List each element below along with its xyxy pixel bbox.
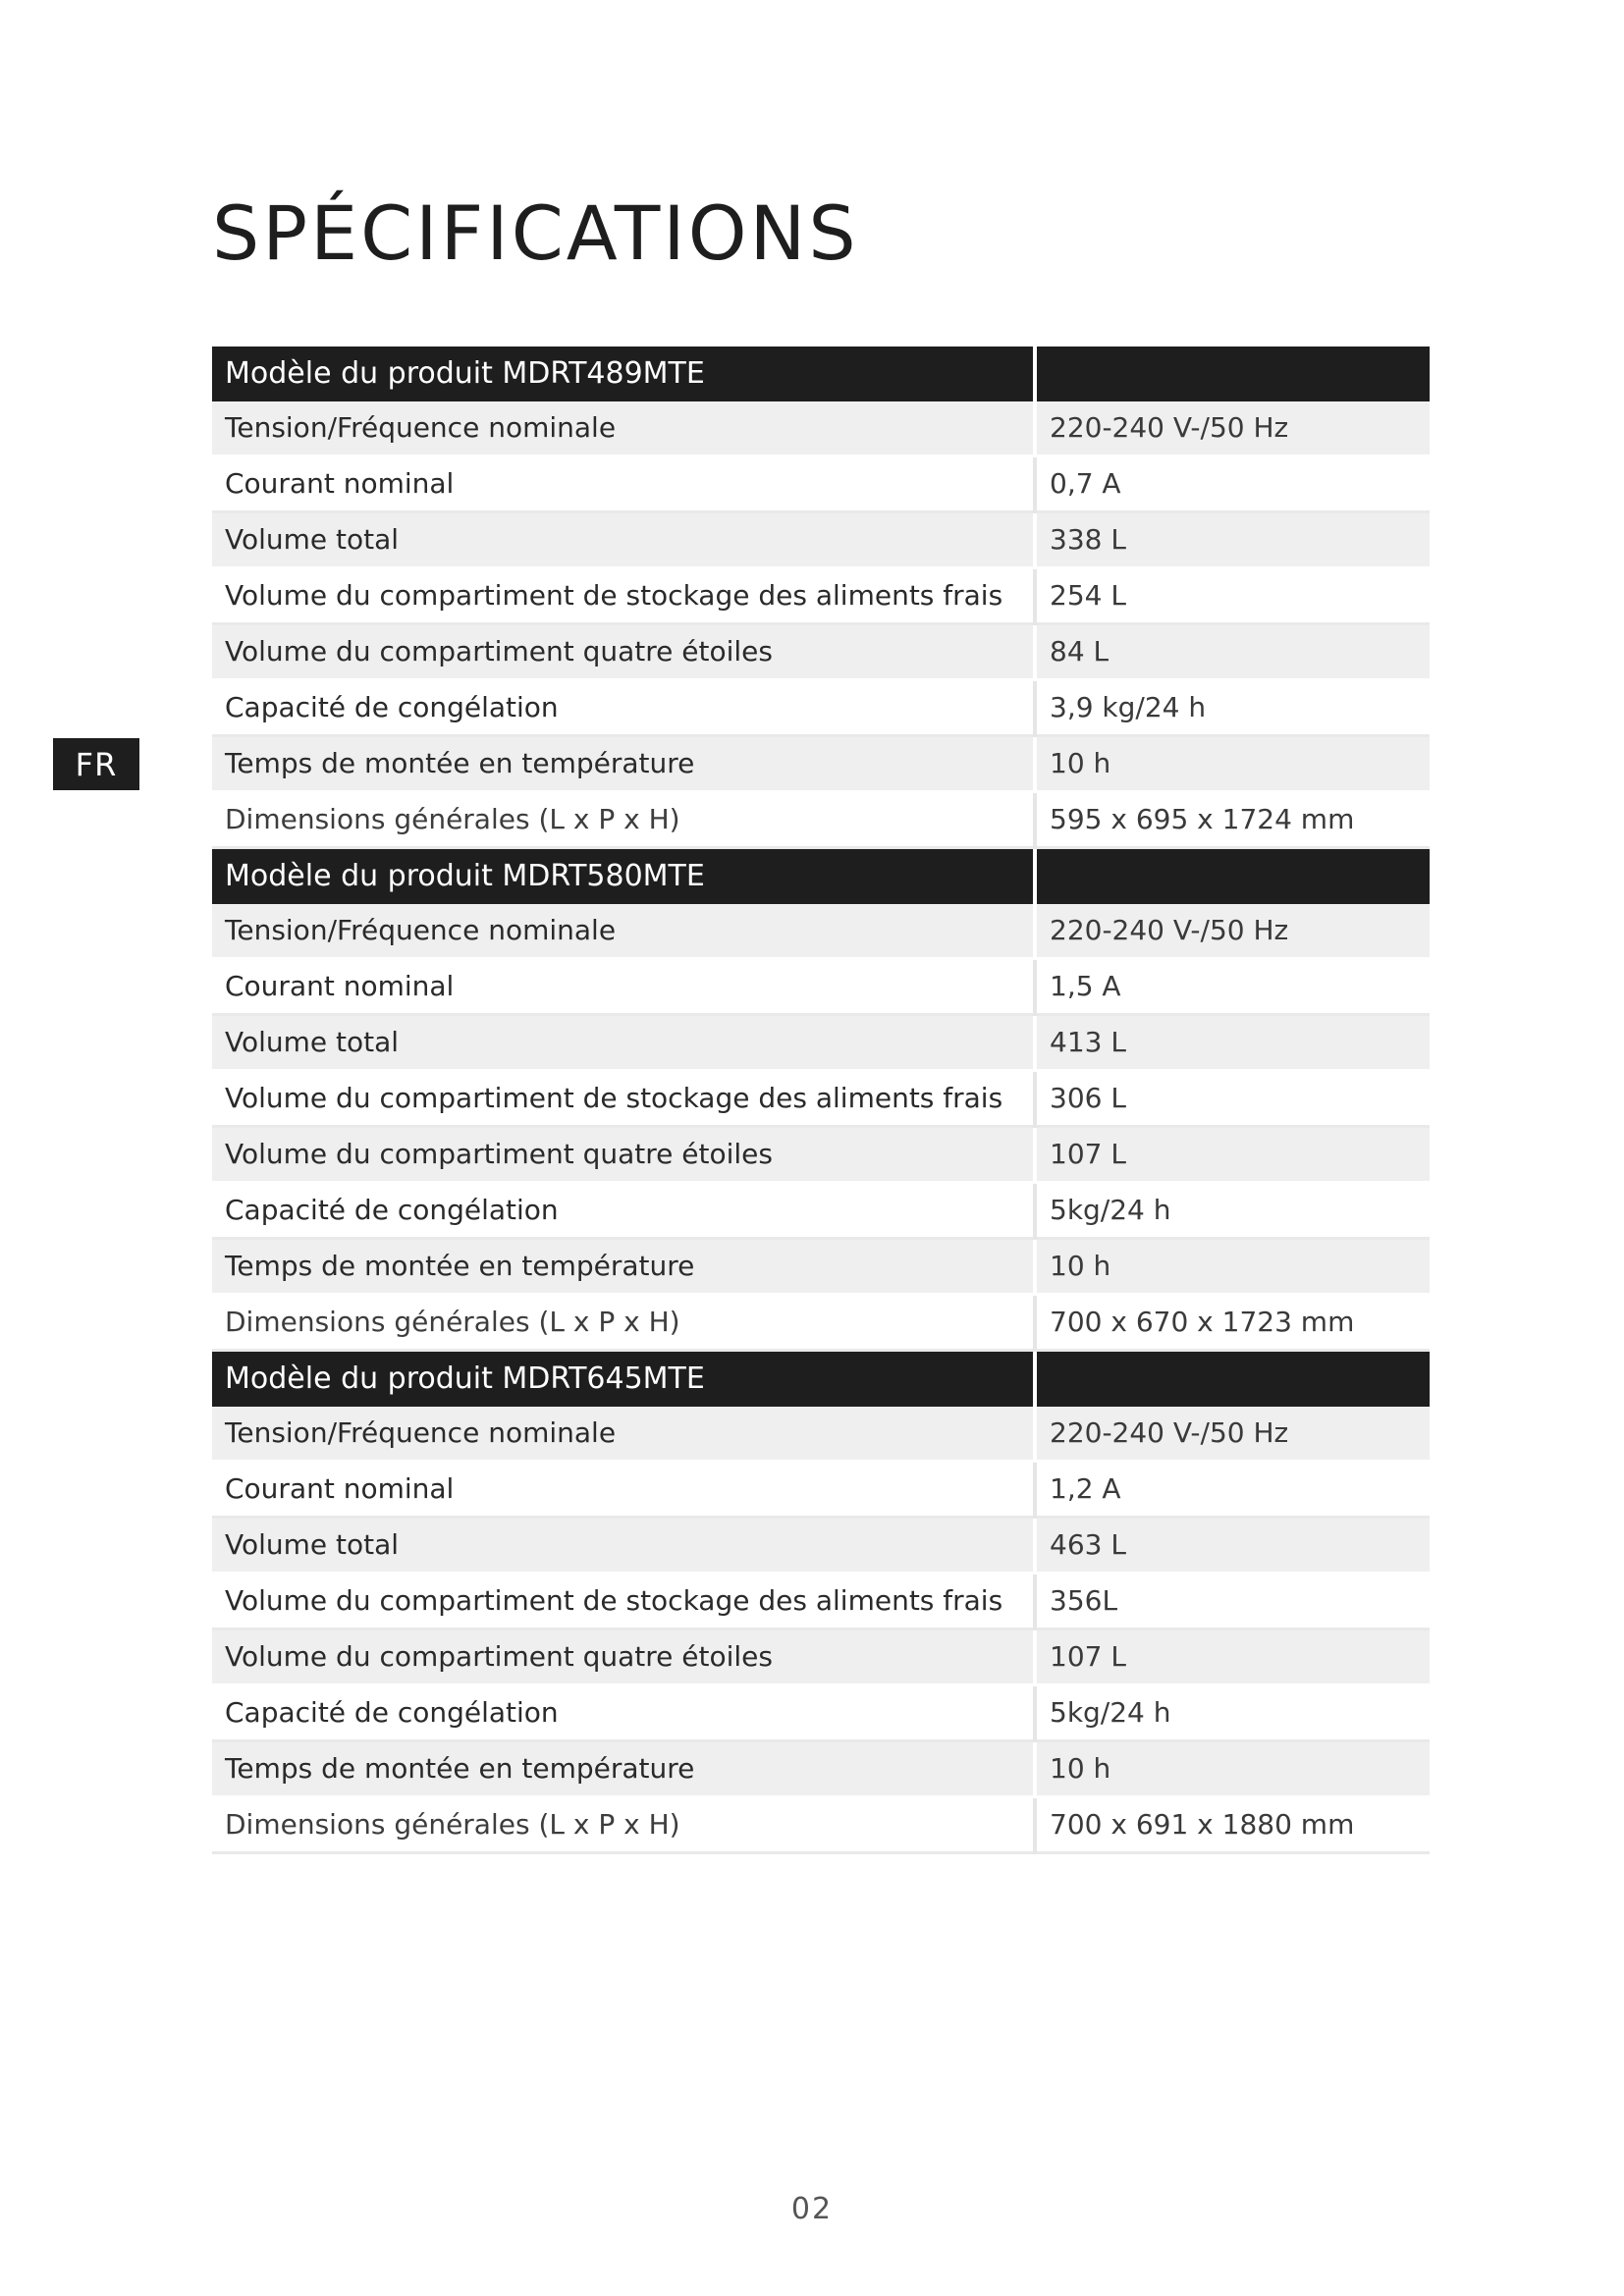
spec-label: Volume total (212, 512, 1035, 568)
model-header-row (212, 848, 1430, 905)
model-header: Modèle du produit MDRT489MTE (212, 347, 1035, 401)
spec-label: Capacité de congélation (212, 1685, 1035, 1741)
spec-value: 0,7 A (1035, 456, 1430, 512)
model-header: Modèle du produit MDRT580MTE (212, 848, 1035, 905)
spec-row (212, 1239, 1430, 1295)
spec-row (212, 401, 1430, 456)
spec-row (212, 680, 1430, 736)
spec-row (212, 1629, 1430, 1685)
spec-value: 107 L (1035, 1629, 1430, 1685)
spec-row (212, 624, 1430, 680)
page-title: SPÉCIFICATIONS (212, 189, 859, 277)
spec-value: 220-240 V-/50 Hz (1035, 1407, 1430, 1462)
spec-value: 10 h (1035, 736, 1430, 792)
spec-label: Volume total (212, 1518, 1035, 1574)
spec-row (212, 1518, 1430, 1574)
spec-label: Dimensions générales (L x P x H) (212, 1797, 1035, 1853)
spec-row (212, 1015, 1430, 1071)
spec-row (212, 1462, 1430, 1518)
spec-label: Courant nominal (212, 456, 1035, 512)
spec-value: 5kg/24 h (1035, 1685, 1430, 1741)
spec-row (212, 904, 1430, 959)
spec-value: 595 x 695 x 1724 mm (1035, 792, 1430, 848)
spec-label: Volume du compartiment quatre étoiles (212, 1127, 1035, 1183)
spec-label: Temps de montée en température (212, 1239, 1035, 1295)
spec-label: Temps de montée en température (212, 736, 1035, 792)
spec-value: 413 L (1035, 1015, 1430, 1071)
spec-row (212, 1071, 1430, 1127)
model-header-value (1035, 1351, 1430, 1408)
spec-value: 700 x 691 x 1880 mm (1035, 1797, 1430, 1853)
spec-value: 107 L (1035, 1127, 1430, 1183)
spec-label: Volume du compartiment de stockage des aliments frais (212, 568, 1035, 624)
spec-value: 1,5 A (1035, 959, 1430, 1015)
spec-row (212, 1574, 1430, 1629)
spec-value: 700 x 670 x 1723 mm (1035, 1295, 1430, 1351)
spec-value: 356L (1035, 1574, 1430, 1629)
spec-value: 220-240 V-/50 Hz (1035, 401, 1430, 456)
spec-row (212, 736, 1430, 792)
spec-label: Volume du compartiment quatre étoiles (212, 624, 1035, 680)
model-header-row (212, 1351, 1430, 1408)
spec-label: Dimensions générales (L x P x H) (212, 792, 1035, 848)
spec-label: Courant nominal (212, 959, 1035, 1015)
spec-value: 10 h (1035, 1741, 1430, 1797)
spec-label: Volume du compartiment quatre étoiles (212, 1629, 1035, 1685)
spec-label: Tension/Fréquence nominale (212, 401, 1035, 456)
spec-value: 10 h (1035, 1239, 1430, 1295)
spec-label: Volume du compartiment de stockage des aliments frais (212, 1574, 1035, 1629)
spec-label: Volume du compartiment de stockage des aliments frais (212, 1071, 1035, 1127)
spec-value: 463 L (1035, 1518, 1430, 1574)
spec-label: Courant nominal (212, 1462, 1035, 1518)
spec-value: 306 L (1035, 1071, 1430, 1127)
spec-value: 1,2 A (1035, 1462, 1430, 1518)
spec-label: Capacité de congélation (212, 680, 1035, 736)
spec-row (212, 1295, 1430, 1351)
spec-label: Tension/Fréquence nominale (212, 1407, 1035, 1462)
spec-value: 254 L (1035, 568, 1430, 624)
model-header-value (1035, 848, 1430, 905)
spec-label: Tension/Fréquence nominale (212, 904, 1035, 959)
spec-row (212, 512, 1430, 568)
spec-label: Volume total (212, 1015, 1035, 1071)
spec-row (212, 1797, 1430, 1853)
model-header: Modèle du produit MDRT645MTE (212, 1351, 1035, 1408)
spec-label: Capacité de congélation (212, 1183, 1035, 1239)
language-badge: FR (53, 738, 139, 790)
model-header-row (212, 347, 1430, 401)
spec-row (212, 1741, 1430, 1797)
spec-label: Dimensions générales (L x P x H) (212, 1295, 1035, 1351)
spec-row (212, 1183, 1430, 1239)
spec-row (212, 456, 1430, 512)
specifications-table (212, 347, 1430, 1854)
spec-row (212, 1407, 1430, 1462)
spec-label: Temps de montée en température (212, 1741, 1035, 1797)
spec-value: 5kg/24 h (1035, 1183, 1430, 1239)
spec-value: 220-240 V-/50 Hz (1035, 904, 1430, 959)
spec-value: 338 L (1035, 512, 1430, 568)
spec-row (212, 1685, 1430, 1741)
spec-row (212, 568, 1430, 624)
spec-value: 84 L (1035, 624, 1430, 680)
spec-row (212, 1127, 1430, 1183)
spec-row (212, 959, 1430, 1015)
model-header-value (1035, 347, 1430, 401)
page-number: 02 (790, 2192, 834, 2226)
spec-value: 3,9 kg/24 h (1035, 680, 1430, 736)
spec-row (212, 792, 1430, 848)
